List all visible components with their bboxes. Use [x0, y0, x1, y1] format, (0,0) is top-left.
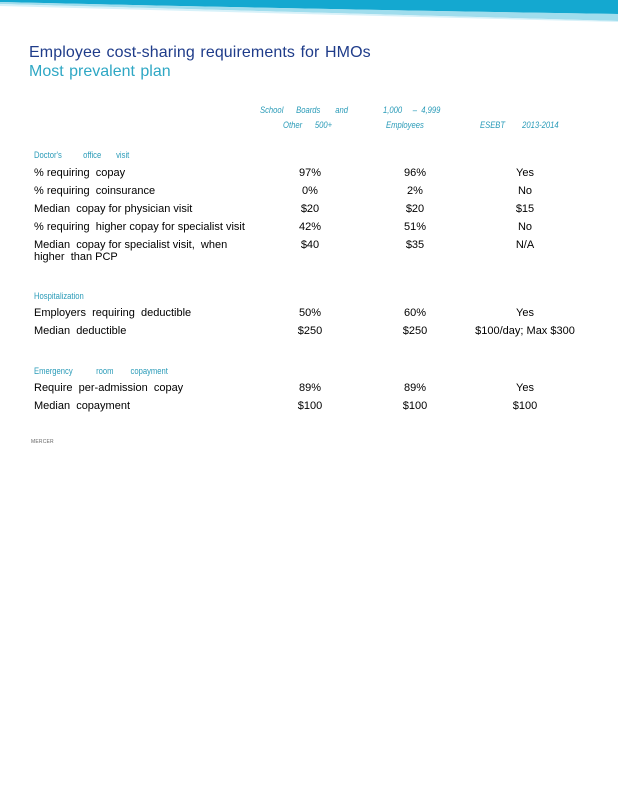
- table-cell: 0%: [302, 185, 318, 197]
- row-label: Require per-admission copay: [34, 382, 184, 394]
- table-cell: 50%: [298, 307, 322, 319]
- table-cell: No: [517, 221, 533, 233]
- row-label: Median copayment: [34, 400, 130, 412]
- table-cell: $20: [405, 203, 425, 215]
- col1-header-line1: School Boards and: [260, 105, 349, 115]
- table-cell: 96%: [403, 167, 427, 179]
- title-block: [29, 43, 371, 81]
- row-label: Median copay for specialist visit, when higher than PCP: [34, 239, 228, 263]
- table-cell: $250: [297, 325, 323, 337]
- footer-logo-text: MERCER: [31, 439, 54, 445]
- col3-header: ESEBT 2013-2014: [480, 120, 559, 130]
- table-cell: $100: [512, 400, 538, 412]
- table-cell: $35: [405, 239, 425, 251]
- table-cell: 2%: [407, 185, 423, 197]
- table-cell: 60%: [403, 307, 427, 319]
- table-cell: 89%: [298, 382, 322, 394]
- table-cell: Yes: [516, 167, 534, 179]
- table-cell: Yes: [516, 382, 534, 394]
- row-label: % requiring copay: [34, 167, 126, 179]
- row-label: % requiring coinsurance: [34, 185, 156, 197]
- table-cell: $40: [300, 239, 320, 251]
- row-label: Employers requiring deductible: [34, 307, 192, 319]
- col2-header-line2: Employees: [386, 120, 424, 130]
- section-title-emergency-room: Emergency room copayment: [34, 366, 168, 376]
- section-title-hospitalization: Hospitalization: [34, 291, 84, 301]
- col1-header-line2: Other 500+: [283, 120, 333, 130]
- table-cell: No: [517, 185, 533, 197]
- table-cell: 97%: [298, 167, 322, 179]
- table-cell: $100: [297, 400, 323, 412]
- table-cell: $100: [402, 400, 428, 412]
- table-cell: $250: [402, 325, 428, 337]
- table-cell: $15: [515, 203, 535, 215]
- row-label: % requiring higher copay for specialist visit: [34, 221, 245, 233]
- section-title-doctor-visit: Doctor's office visit: [34, 150, 130, 160]
- table-cell: N/A: [515, 239, 535, 251]
- col2-header-line1: 1,000 – 4,999: [383, 105, 441, 115]
- page-subtitle: Most prevalent plan: [29, 63, 171, 80]
- banner-graphic: [0, 0, 618, 22]
- row-label: Median deductible: [34, 325, 127, 337]
- page-title: Employee cost-sharing requirements for HMOs: [29, 44, 371, 61]
- table-cell: 51%: [403, 221, 427, 233]
- table-cell: 89%: [403, 382, 427, 394]
- table-cell: 42%: [298, 221, 322, 233]
- row-label: Median copay for physician visit: [34, 203, 193, 215]
- top-banner: [0, 0, 618, 22]
- table-cell: Yes: [516, 307, 534, 319]
- table-cell: $20: [300, 203, 320, 215]
- table-cell: $100/day; Max $300: [475, 325, 575, 337]
